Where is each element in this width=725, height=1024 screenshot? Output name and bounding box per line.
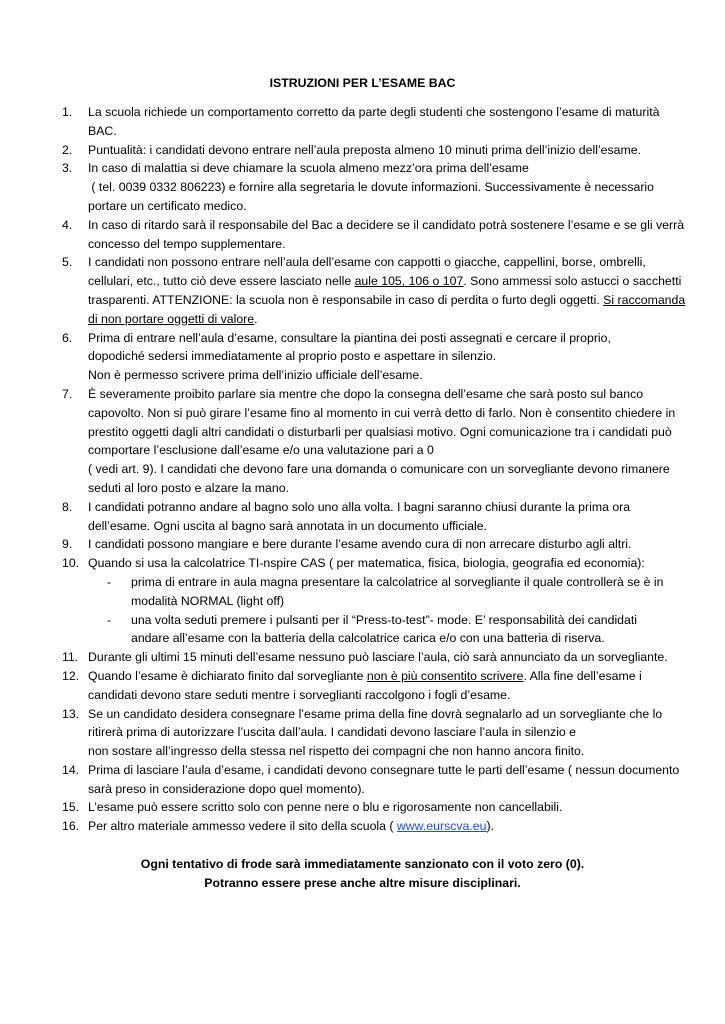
list-item-8: 8. I candidati potranno andare al bagno solo uno alla volta. I bagni saranno chiusi durante la prima ora dell’esame. Ogni uscita al bagno sarà annotata in un documento ufficiale. bbox=[62, 499, 631, 533]
item-number: 6. bbox=[62, 330, 73, 345]
list-item-13: 13. Se un candidato desidera consegnare l’esame prima della fine dovrà segnalarlo ad un sorvegliante che lo ritirerà prima di autorizzare l’uscita dall’aula. I candidati devono lasciare l’aula in silenzio e non sostare all’ingresso della stessa nel rispetto dei compagni che non hanno ancora finito. bbox=[62, 706, 663, 759]
item-number: 4. bbox=[62, 217, 73, 232]
list-item-3: 3. In caso di malattia si deve chiamare la scuola almeno mezz’ora prima dell’esame ( tel. 0039 0332 806223) e fornire alla segretaria le dovute informazioni. Successivamente è necessario portare un certificato medico. bbox=[62, 161, 654, 213]
document-title: ISTRUZIONI PER L’ESAME BAC bbox=[269, 76, 456, 90]
list-item-14: 14. Prima di lasciare l’aula d’esame, i candidati devono consegnare tutte le parti dell’esame ( nessun documento sarà preso in considerazione dopo quel momento). bbox=[62, 762, 680, 796]
underlined-recommendation: Si raccomanda bbox=[603, 292, 686, 307]
list-item-10: 10. Quando si usa la calcolatrice TI-nspire CAS ( per matematica, fisica, biologia, geografia ed economia): bbox=[62, 554, 687, 573]
item-number: 16. bbox=[62, 819, 80, 834]
item-number: 12. bbox=[62, 668, 80, 683]
item-number: 8. bbox=[62, 499, 73, 514]
dash-bullet: - bbox=[107, 612, 112, 627]
list-item-9: 9. I candidati possono mangiare e bere durante l’esame avendo cura di non arrecare disturbo agli altri. bbox=[62, 535, 687, 554]
list-item-12: 12. Quando l’esame è dichiarato finito dal sorvegliante non è più consentito scrivere. Alla fine dell’esame i candidati devono stare seduti mentre i sorveglianti raccolgono i fogli d’esame. bbox=[62, 668, 642, 702]
school-website-link[interactable]: www.eurscva.eu bbox=[396, 819, 487, 834]
item-number: 3. bbox=[62, 161, 73, 176]
item-number: 1. bbox=[62, 105, 73, 119]
closing-warning bbox=[0, 855, 725, 893]
list-item-16: 16. Per altro materiale ammesso vedere il sito della scuola ( www.eurscva.eu). bbox=[62, 817, 687, 836]
item-number: 14. bbox=[62, 762, 80, 777]
disciplinary-note: Potranno essere prese anche altre misure disciplinari. bbox=[204, 876, 521, 890]
list-item-2: 2. Puntualità: i candidati devono entrare nell’aula preposta almeno 10 minuti prima dell’inizio dell’esame. bbox=[62, 141, 687, 160]
list-item-5: 5. I candidati non possono entrare nell’aula dell’esame con cappotti o giacche, cappellini, borse, ombrelli, cellulari, etc., tutto ciò deve essere lasciato nelle aule 105, 106 o 107. Sono ammessi solo astucci o sacchetti trasparenti. ATTENZIONE: la scuola non è responsabile in caso di perdita o furto degli oggetti. Si raccomanda di non portare oggetti di valore. bbox=[62, 255, 686, 326]
fraud-warning: Ogni tentativo di frode sarà immediatamente sanzionato con il voto zero (0). bbox=[140, 857, 585, 871]
instructions-list bbox=[62, 103, 687, 836]
item-number: 9. bbox=[62, 537, 73, 552]
sub-item-10b: - una volta seduti premere i pulsanti per il “Press-to-test”- mode. E’ responsabilità dei candidati andare all’esame con la batteria della calcolatrice carica e/o con una batteria di riserva. bbox=[107, 612, 638, 646]
item-number: 11. bbox=[62, 650, 79, 665]
list-item-4: 4. In caso di ritardo sarà il responsabile del Bac a decidere se il candidato potrà sostenere l’esame e se gli verrà concesso del tempo supplementare. bbox=[62, 217, 685, 251]
underlined-no-writing: non è più consentito scrivere bbox=[366, 668, 524, 683]
list-item-7: 7. È severamente proibito parlare sia mentre che dopo la consegna dell’esame che sarà posto sul banco capovolto. Non si può girare l’esame fino al momento in cui verrà detto di farlo. Non è consentito chiedere in prestito oggetti dagli altri candidati o disturbarli per qualsiasi motivo. Ogni comunicazione tra i candidati può comportare l’esclusione dall’esame e/o una valutazione pari a 0 ( vedi art. 9). I candidati che devono fare una domanda o comunicare con un sorvegliante devono rimanere seduti al loro posto e alzare la mano. bbox=[62, 386, 676, 495]
list-item-6: 6. Prima di entrare nell’aula d’esame, consultare la piantina dei posti assegnati e cercare il proprio, dopodiché sedersi immediatamente al proprio posto e aspettare in silenzio. Non è permesso scrivere prima dell’inizio ufficiale dell’esame. bbox=[62, 330, 611, 383]
item-number: 7. bbox=[62, 386, 73, 401]
list-item-15: 15. L’esame può essere scritto solo con penne nere o blu e rigorosamente non cancellabili. bbox=[62, 798, 687, 817]
sub-item-10a: - prima di entrare in aula magna presentare la calcolatrice al sorvegliante il quale controllerà se è in modalità NORMAL (light off) bbox=[107, 574, 664, 608]
underlined-recommendation-cont: di non portare oggetti di valore bbox=[88, 311, 255, 326]
dash-bullet: - bbox=[107, 574, 112, 589]
item-number: 5. bbox=[62, 255, 73, 270]
list-item-11: 11. Durante gli ultimi 15 minuti dell’esame nessuno può lasciare l’aula, ciò sarà annunciato da un sorvegliante. bbox=[62, 648, 687, 667]
item-number: 10. bbox=[62, 556, 80, 571]
item-number: 15. bbox=[62, 800, 80, 815]
item-number: 13. bbox=[62, 706, 80, 721]
list-item-1: 1. La scuola richiede un comportamento corretto da parte degli studenti che sostengono l’esame di maturità BAC. bbox=[62, 105, 660, 138]
item-number: 2. bbox=[62, 142, 73, 157]
underlined-rooms: aule 105, 106 o 107 bbox=[354, 274, 464, 289]
